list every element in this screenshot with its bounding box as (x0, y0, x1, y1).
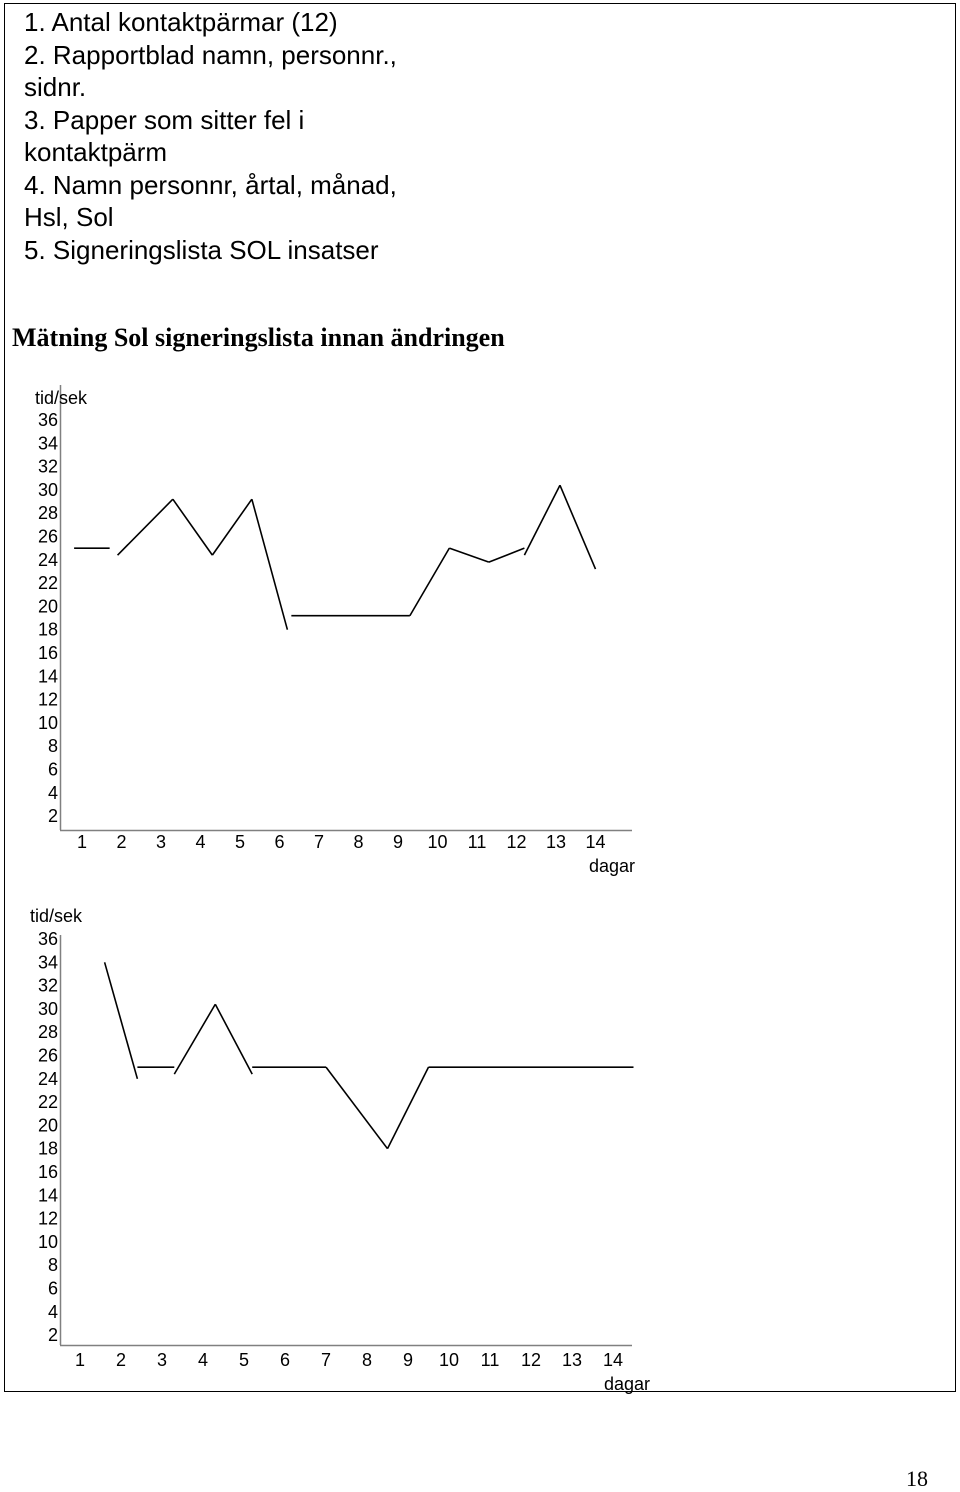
x-tick-label: 10 (438, 1350, 460, 1370)
y-tick-label: 4 (47, 782, 58, 803)
x-axis-label: dagar (588, 856, 635, 876)
x-tick-label: 13 (545, 832, 567, 852)
y-tick-label: 22 (37, 1092, 58, 1113)
x-tick-label: 6 (279, 1350, 291, 1370)
y-tick-label: 12 (37, 689, 58, 710)
y-tick-label: 20 (37, 596, 58, 617)
y-tick-label: 26 (37, 1045, 58, 1066)
x-tick-label: 14 (585, 832, 606, 852)
x-tick-label: 4 (197, 1350, 209, 1370)
y-tick-label: 10 (37, 712, 58, 733)
x-tick-label: 1 (74, 1350, 86, 1370)
series-line-segment (560, 485, 596, 569)
page-number: 18 (906, 1466, 928, 1491)
y-axis-label: tid/sek (34, 388, 87, 408)
x-tick-label: 12 (520, 1350, 542, 1370)
x-tick-label: 13 (561, 1350, 583, 1370)
list-item: 4. Namn personnr, årtal, månad, Hsl, Sol (24, 169, 397, 232)
x-tick-label: 9 (402, 1350, 414, 1370)
series-line-segment (410, 548, 450, 616)
x-tick-label: 11 (480, 1350, 500, 1370)
y-tick-label: 10 (37, 1231, 58, 1252)
y-axis-label: tid/sek (29, 906, 82, 926)
x-tick-label: 5 (238, 1350, 250, 1370)
series-line-segment (388, 1067, 429, 1149)
y-tick-label: 14 (37, 666, 58, 687)
y-tick-label: 36 (37, 929, 58, 949)
series-line-segment (489, 548, 525, 562)
y-tick-label: 24 (37, 549, 58, 570)
series-line-segment (215, 1004, 252, 1074)
y-tick-label: 8 (47, 736, 58, 757)
y-tick-label: 28 (37, 1022, 58, 1043)
y-tick-label: 12 (37, 1208, 58, 1229)
x-tick-label: 9 (392, 832, 404, 852)
series-line-segment (174, 1004, 215, 1074)
x-tick-label: 11 (467, 832, 487, 852)
y-tick-label: 30 (37, 998, 58, 1019)
list-item: 5. Signeringslista SOL insatser (24, 234, 379, 265)
x-tick-label: 5 (234, 832, 246, 852)
series-line-segment (105, 962, 138, 1079)
y-tick-label: 36 (37, 410, 58, 430)
x-tick-label: 8 (361, 1350, 373, 1370)
x-tick-label: 1 (76, 832, 88, 852)
y-tick-label: 6 (47, 1278, 58, 1299)
x-tick-label: 2 (115, 1350, 127, 1370)
checklist (24, 6, 424, 266)
y-tick-label: 26 (37, 526, 58, 547)
chart-before (0, 380, 960, 880)
y-tick-label: 34 (37, 433, 58, 454)
list-item: 1. Antal kontaktpärmar (12) (24, 7, 338, 37)
y-tick-label: 6 (47, 759, 58, 780)
y-tick-label: 14 (37, 1185, 58, 1206)
y-tick-label: 32 (37, 456, 58, 477)
y-tick-label: 4 (47, 1301, 58, 1322)
section-heading: Mätning Sol signeringslista innan ändringen (12, 323, 505, 352)
x-tick-label: 3 (155, 832, 167, 852)
series-line-segment (252, 499, 288, 629)
y-tick-label: 30 (37, 479, 58, 500)
series-line-segment (449, 548, 489, 562)
y-tick-label: 34 (37, 952, 58, 973)
series-line-segment (118, 499, 173, 555)
y-tick-label: 20 (37, 1115, 58, 1136)
series-line-segment (212, 499, 252, 555)
y-tick-label: 32 (37, 975, 58, 996)
series-line-segment (326, 1067, 388, 1149)
list-item: 2. Rapportblad namn, personnr., sidnr. (24, 39, 397, 102)
y-tick-label: 24 (37, 1068, 58, 1089)
x-tick-label: 7 (320, 1350, 332, 1370)
x-tick-label: 12 (506, 832, 527, 852)
x-tick-label: 14 (602, 1350, 624, 1370)
x-tick-label: 8 (353, 832, 364, 852)
x-axis-label: dagar (603, 1374, 650, 1394)
y-tick-label: 22 (37, 573, 58, 594)
x-tick-label: 10 (427, 832, 448, 852)
y-tick-label: 2 (47, 1325, 58, 1346)
y-tick-label: 16 (37, 1162, 58, 1182)
y-tick-label: 16 (37, 643, 58, 663)
series-line-segment (173, 499, 213, 555)
y-tick-label: 2 (47, 806, 58, 827)
y-tick-label: 18 (37, 619, 58, 640)
chart-after (0, 895, 960, 1415)
y-tick-label: 18 (37, 1138, 58, 1159)
y-tick-label: 28 (37, 503, 58, 524)
list-item: 3. Papper som sitter fel i kontaktpärm (24, 104, 305, 167)
x-tick-label: 7 (313, 832, 325, 852)
y-tick-label: 8 (47, 1255, 58, 1276)
x-tick-label: 3 (156, 1350, 168, 1370)
x-tick-label: 6 (274, 832, 285, 852)
x-tick-label: 2 (116, 832, 127, 852)
series-line-segment (524, 485, 560, 555)
x-tick-label: 4 (195, 832, 206, 852)
